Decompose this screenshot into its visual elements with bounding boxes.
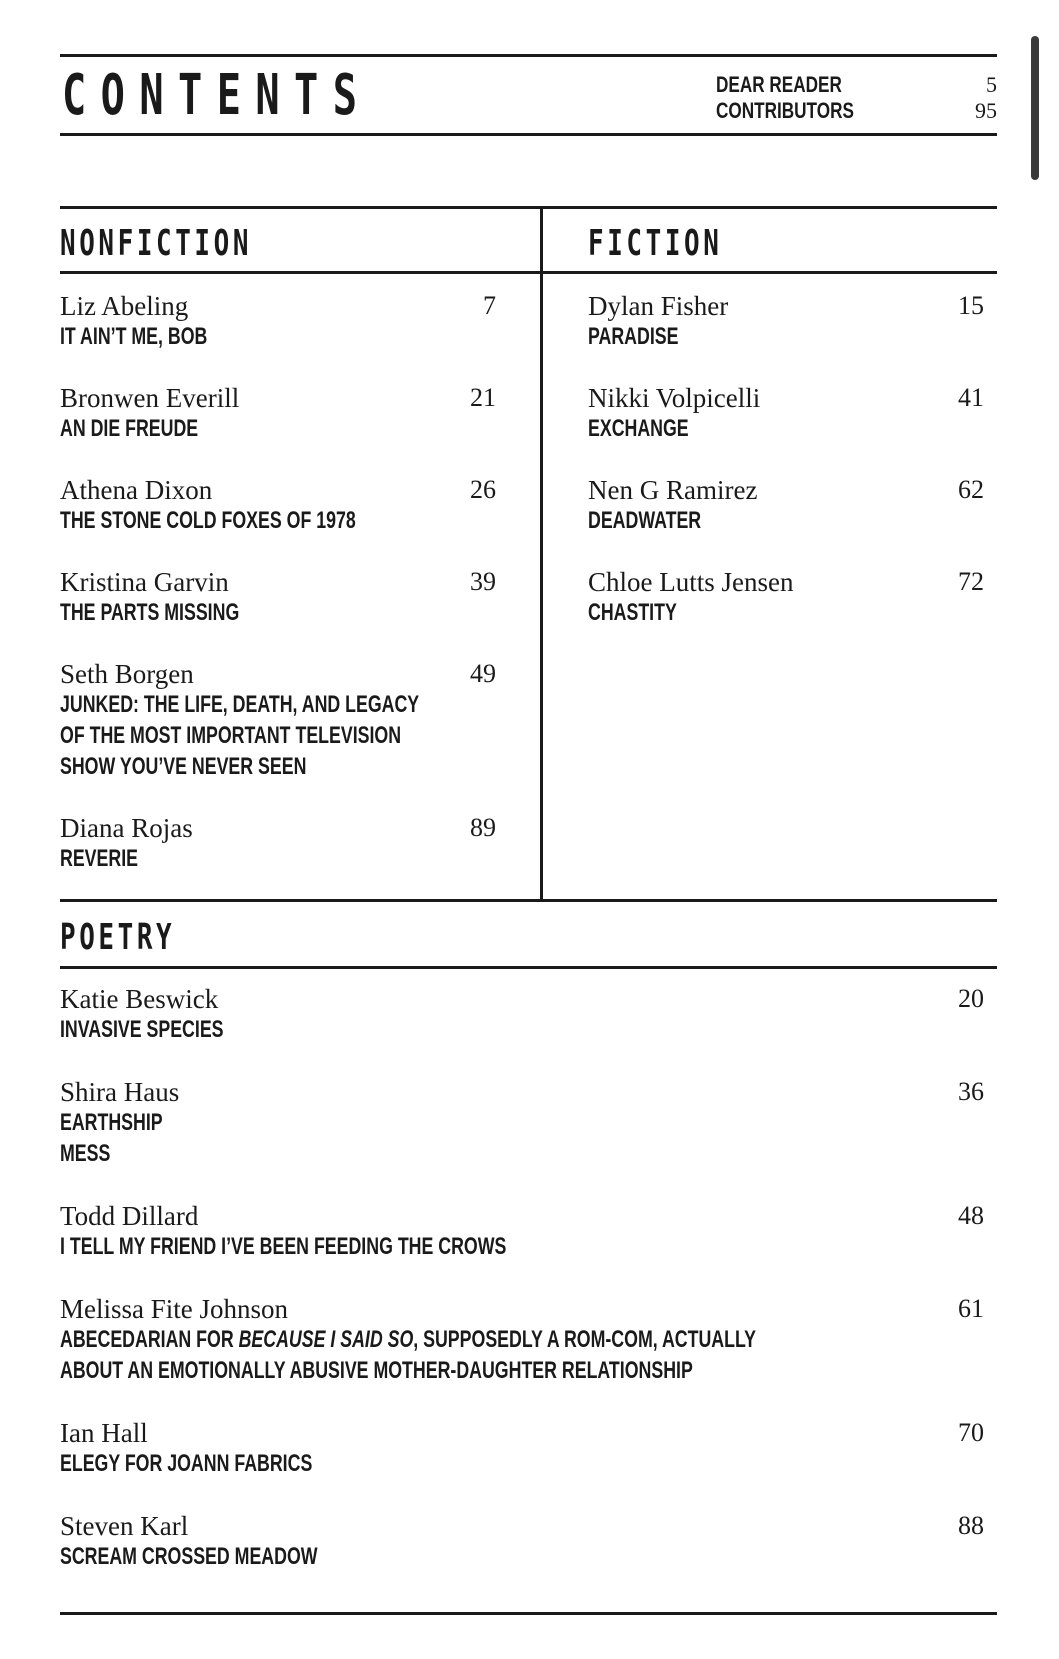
author-name: Dylan Fisher [588,291,729,321]
author-name: Bronwen Everill [60,383,240,413]
work-title: ELEGY FOR JOANN FABRICS [60,1450,313,1477]
poetry-entry[interactable] [60,1077,199,1169]
front-matter-page-contributors: 95 [975,98,997,123]
page-number: 20 [958,984,984,1013]
section-title-fiction: FICTION [588,223,723,264]
author-name: Shira Haus [60,1077,180,1107]
work-title: THE PARTS MISSING [60,599,240,626]
author-name: Ian Hall [60,1418,148,1448]
sections-header-rule [60,271,997,274]
scrollbar-thumb[interactable] [1031,36,1039,180]
front-matter-link-dear-reader[interactable]: DEAR READER [716,72,842,97]
fiction-entry[interactable] [588,291,728,352]
fiction-entry[interactable] [588,383,760,444]
page-number: 26 [470,475,496,504]
nonfiction-entry[interactable] [60,813,193,874]
column-divider [540,206,543,900]
page-title: CONTENTS [62,63,372,128]
work-title: SCREAM CROSSED MEADOW [60,1543,318,1570]
header-top-rule [60,54,997,57]
poetry-entry[interactable] [60,984,281,1045]
page-number: 70 [958,1418,984,1447]
author-name: Diana Rojas [60,813,193,843]
work-title: THE STONE COLD FOXES OF 1978 [60,507,356,534]
nonfiction-entry[interactable] [60,475,460,536]
work-title: JUNKED: THE LIFE, DEATH, AND LEGACY [60,691,420,718]
page-number: 15 [958,291,984,320]
work-title: I TELL MY FRIEND I’VE BEEN FEEDING THE CROWS [60,1233,507,1260]
work-title: DEADWATER [588,507,702,534]
work-title: ABOUT AN EMOTIONALLY ABUSIVE MOTHER-DAUGHTER RELATIONSHIP [60,1357,693,1384]
poetry-entry[interactable] [60,1511,408,1572]
page-bottom-rule [60,1612,997,1615]
poetry-entry[interactable] [60,1418,401,1479]
page-number: 48 [958,1201,984,1230]
page-number: 72 [958,567,984,596]
author-name: Nen G Ramirez [588,475,758,505]
fiction-entry[interactable] [588,475,757,536]
author-name: Liz Abeling [60,291,189,321]
poetry-entry[interactable] [60,1294,1001,1386]
poetry-top-rule [60,899,997,902]
nonfiction-entry[interactable] [60,291,259,352]
work-title: AN DIE FREUDE [60,415,199,442]
work-title: EARTHSHIP [60,1109,163,1136]
sections-top-rule [60,206,997,209]
fiction-entry[interactable] [588,567,793,628]
work-title: OF THE MOST IMPORTANT TELEVISION [60,722,402,749]
header-bottom-rule [60,133,997,136]
work-title: PARADISE [588,323,679,350]
work-title: ABECEDARIAN FOR BECAUSE I SAID SO, SUPPOSEDLY A ROM-COM, ACTUALLY [60,1326,757,1353]
author-name: Kristina Garvin [60,567,229,597]
front-matter-link-contributors[interactable]: CONTRIBUTORS [716,98,854,123]
author-name: Chloe Lutts Jensen [588,567,794,597]
page-number: 41 [958,383,984,412]
work-title: REVERIE [60,845,138,872]
page-number: 36 [958,1077,984,1106]
page-number: 61 [958,1294,984,1323]
page-number: 49 [470,659,496,688]
section-title-poetry: POETRY [60,917,176,958]
work-title: CHASTITY [588,599,677,626]
page-number: 21 [470,383,496,412]
poetry-header-rule [60,966,997,969]
author-name: Nikki Volpicelli [588,383,761,413]
front-matter-page-dear-reader: 5 [986,72,997,97]
work-title: SHOW YOU’VE NEVER SEEN [60,753,307,780]
page-number: 62 [958,475,984,504]
nonfiction-entry[interactable] [60,567,302,628]
work-title: MESS [60,1140,111,1167]
author-name: Athena Dixon [60,475,213,505]
page-number: 88 [958,1511,984,1540]
work-title: EXCHANGE [588,415,689,442]
author-name: Seth Borgen [60,659,194,689]
work-title: IT AIN’T ME, BOB [60,323,208,350]
author-name: Steven Karl [60,1511,189,1541]
page-number: 7 [483,291,496,320]
author-name: Melissa Fite Johnson [60,1294,289,1324]
section-title-nonfiction: NONFICTION [60,223,253,264]
page-number: 39 [470,567,496,596]
work-title: INVASIVE SPECIES [60,1016,224,1043]
nonfiction-entry[interactable] [60,383,247,444]
author-name: Katie Beswick [60,984,219,1014]
author-name: Todd Dillard [60,1201,199,1231]
page-number: 89 [470,813,496,842]
poetry-entry[interactable] [60,1201,663,1262]
